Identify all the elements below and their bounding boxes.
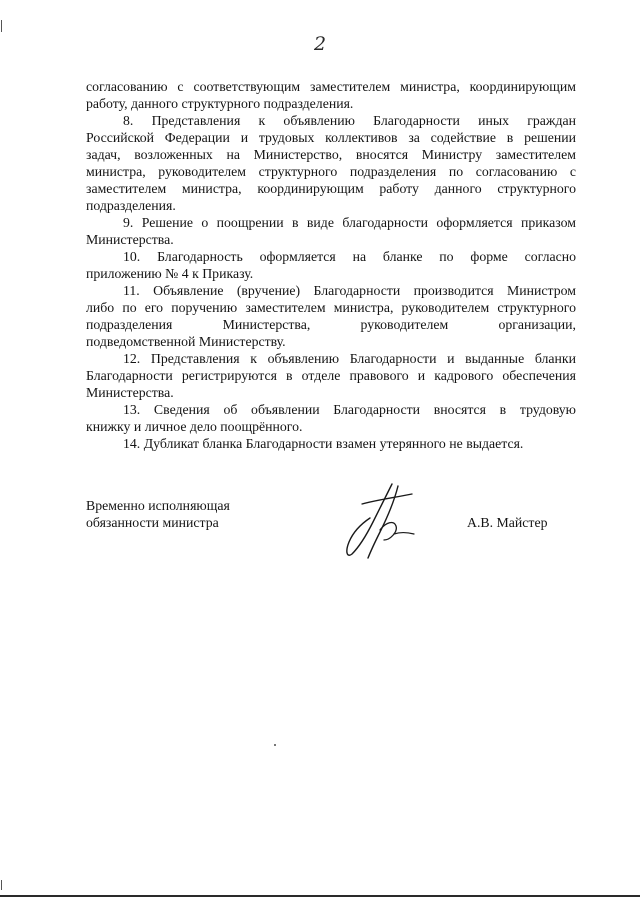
scan-edge-mark bbox=[1, 20, 2, 32]
text-line: приложению № 4 к Приказу. bbox=[86, 266, 254, 281]
paragraph-8: 8. Представления к объявлению Благодарности иных граждан bbox=[123, 113, 576, 128]
text-line: работу, данного структурного подразделения. bbox=[86, 96, 354, 111]
scan-speck bbox=[274, 744, 276, 746]
handwritten-signature bbox=[340, 478, 420, 574]
position-line: обязанности министра bbox=[86, 515, 219, 530]
text-line: подведомственной Министерству. bbox=[86, 334, 286, 349]
body-text bbox=[86, 78, 576, 452]
paragraph-9: 9. Решение о поощрении в виде благодарности оформляется приказом bbox=[123, 215, 576, 230]
scan-edge-mark bbox=[1, 880, 2, 890]
text-line: министра, руководителем структурного подразделения по согласованию с bbox=[86, 164, 576, 179]
signatory-position bbox=[86, 497, 230, 531]
position-line: Временно исполняющая bbox=[86, 498, 230, 513]
text-line: подразделения. bbox=[86, 198, 176, 213]
text-line: Министерства. bbox=[86, 385, 174, 400]
paragraph-10: 10. Благодарность оформляется на бланке по форме согласно bbox=[123, 249, 576, 264]
text-line: подразделения Министерства, руководителем организации, bbox=[86, 317, 576, 332]
text-line: согласованию с соответствующим заместителем министра, координирующим bbox=[86, 79, 576, 94]
text-line: Благодарности регистрируются в отделе правового и кадрового обеспечения bbox=[86, 368, 576, 383]
text-line: Министерства. bbox=[86, 232, 174, 247]
text-line: заместителем министра, координирующим работу данного структурного bbox=[86, 181, 576, 196]
text-line: Российской Федерации и трудовых коллективов за содействие в решении bbox=[86, 130, 576, 145]
text-line: задач, возложенных на Министерство, вносятся Министру заместителем bbox=[86, 147, 576, 162]
text-line: книжку и личное дело поощрённого. bbox=[86, 419, 303, 434]
signatory-name: А.В. Майстер bbox=[467, 515, 548, 530]
paragraph-14: 14. Дубликат бланка Благодарности взамен утерянного не выдается. bbox=[123, 436, 524, 451]
paragraph-13: 13. Сведения об объявлении Благодарности вносятся в трудовую bbox=[123, 402, 576, 417]
paragraph-11: 11. Объявление (вручение) Благодарности производится Министром bbox=[123, 283, 576, 298]
text-line: либо по его поручению заместителем министра, руководителем структурного bbox=[86, 300, 576, 315]
page-number: 2 bbox=[313, 33, 327, 55]
bottom-rule bbox=[0, 895, 640, 897]
paragraph-12: 12. Представления к объявлению Благодарности и выданные бланки bbox=[123, 351, 576, 366]
